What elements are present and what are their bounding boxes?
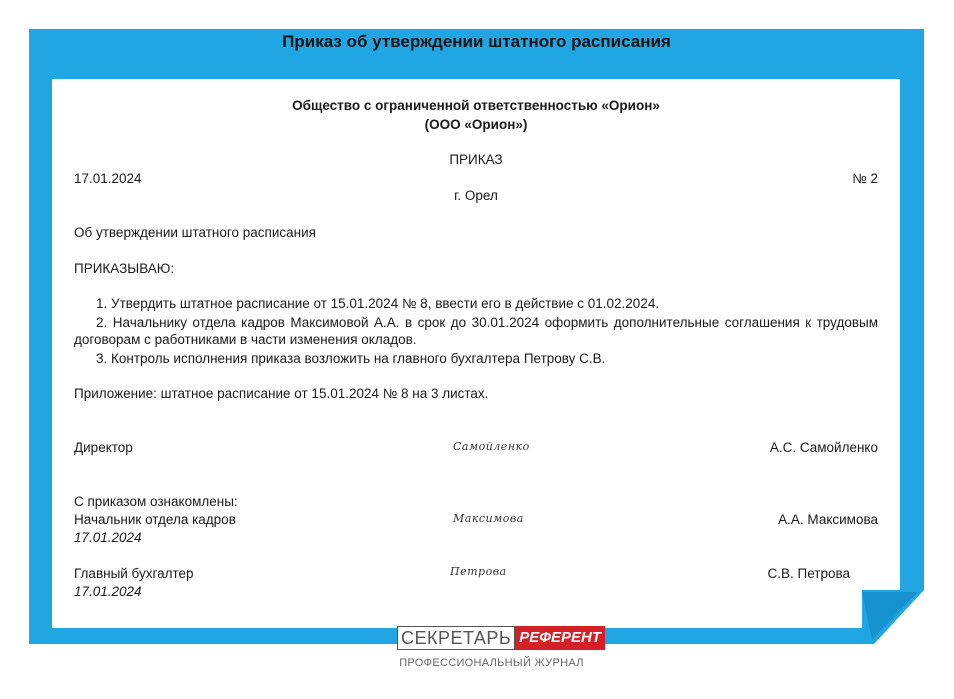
page-curl-icon <box>862 590 924 644</box>
director-name: А.С. Самойленко <box>769 440 878 455</box>
ack-signature: Максимова <box>453 512 524 525</box>
org-short-name: (ООО «Орион») <box>424 117 528 132</box>
ack-signature: Петрова <box>450 565 507 578</box>
ack-date: 17.01.2024 <box>74 530 142 545</box>
doc-number: № 2 <box>852 171 878 186</box>
logo-subtitle: ПРОФЕССИОНАЛЬНЫЙ ЖУРНАЛ <box>399 657 584 669</box>
logo-part-1: СЕКРЕТАРЬ <box>397 626 515 650</box>
appendix-line: Приложение: штатное расписание от 15.01.2024 № 8 на 3 листах. <box>74 386 489 401</box>
ack-name: А.А. Максимова <box>778 512 878 527</box>
doc-city: г. Орел <box>454 188 498 203</box>
journal-logo <box>397 626 605 650</box>
doc-date: 17.01.2024 <box>74 171 142 186</box>
order-item: 2. Начальнику отдела кадров Максимовой А.А. в срок до 30.01.2024 оформить дополнительные соглашения к трудовым договорам с работниками в части изменения окладов. <box>74 315 878 347</box>
doc-subject: Об утверждении штатного расписания <box>74 225 316 240</box>
logo-part-2: РЕФЕРЕНТ <box>515 626 605 650</box>
ack-date: 17.01.2024 <box>74 584 142 599</box>
doc-type: ПРИКАЗ <box>449 152 503 167</box>
page-title: Приказ об утверждении штатного расписания <box>282 32 671 51</box>
ack-position: Начальник отдела кадров <box>74 512 236 527</box>
ack-name: С.В. Петрова <box>767 566 850 581</box>
director-signature: Самойленко <box>453 440 530 453</box>
order-item: 1. Утвердить штатное расписание от 15.01.2024 № 8, ввести его в действие с 01.02.2024. <box>96 296 660 311</box>
ack-position: Главный бухгалтер <box>74 566 194 581</box>
order-item: 3. Контроль исполнения приказа возложить на главного бухгалтера Петрову С.В. <box>96 351 606 366</box>
director-position: Директор <box>74 440 133 455</box>
org-name: Общество с ограниченной ответственностью «Орион» <box>292 98 660 113</box>
acknowledged-label: С приказом ознакомлены: <box>74 494 238 509</box>
order-word: ПРИКАЗЫВАЮ: <box>74 261 175 276</box>
